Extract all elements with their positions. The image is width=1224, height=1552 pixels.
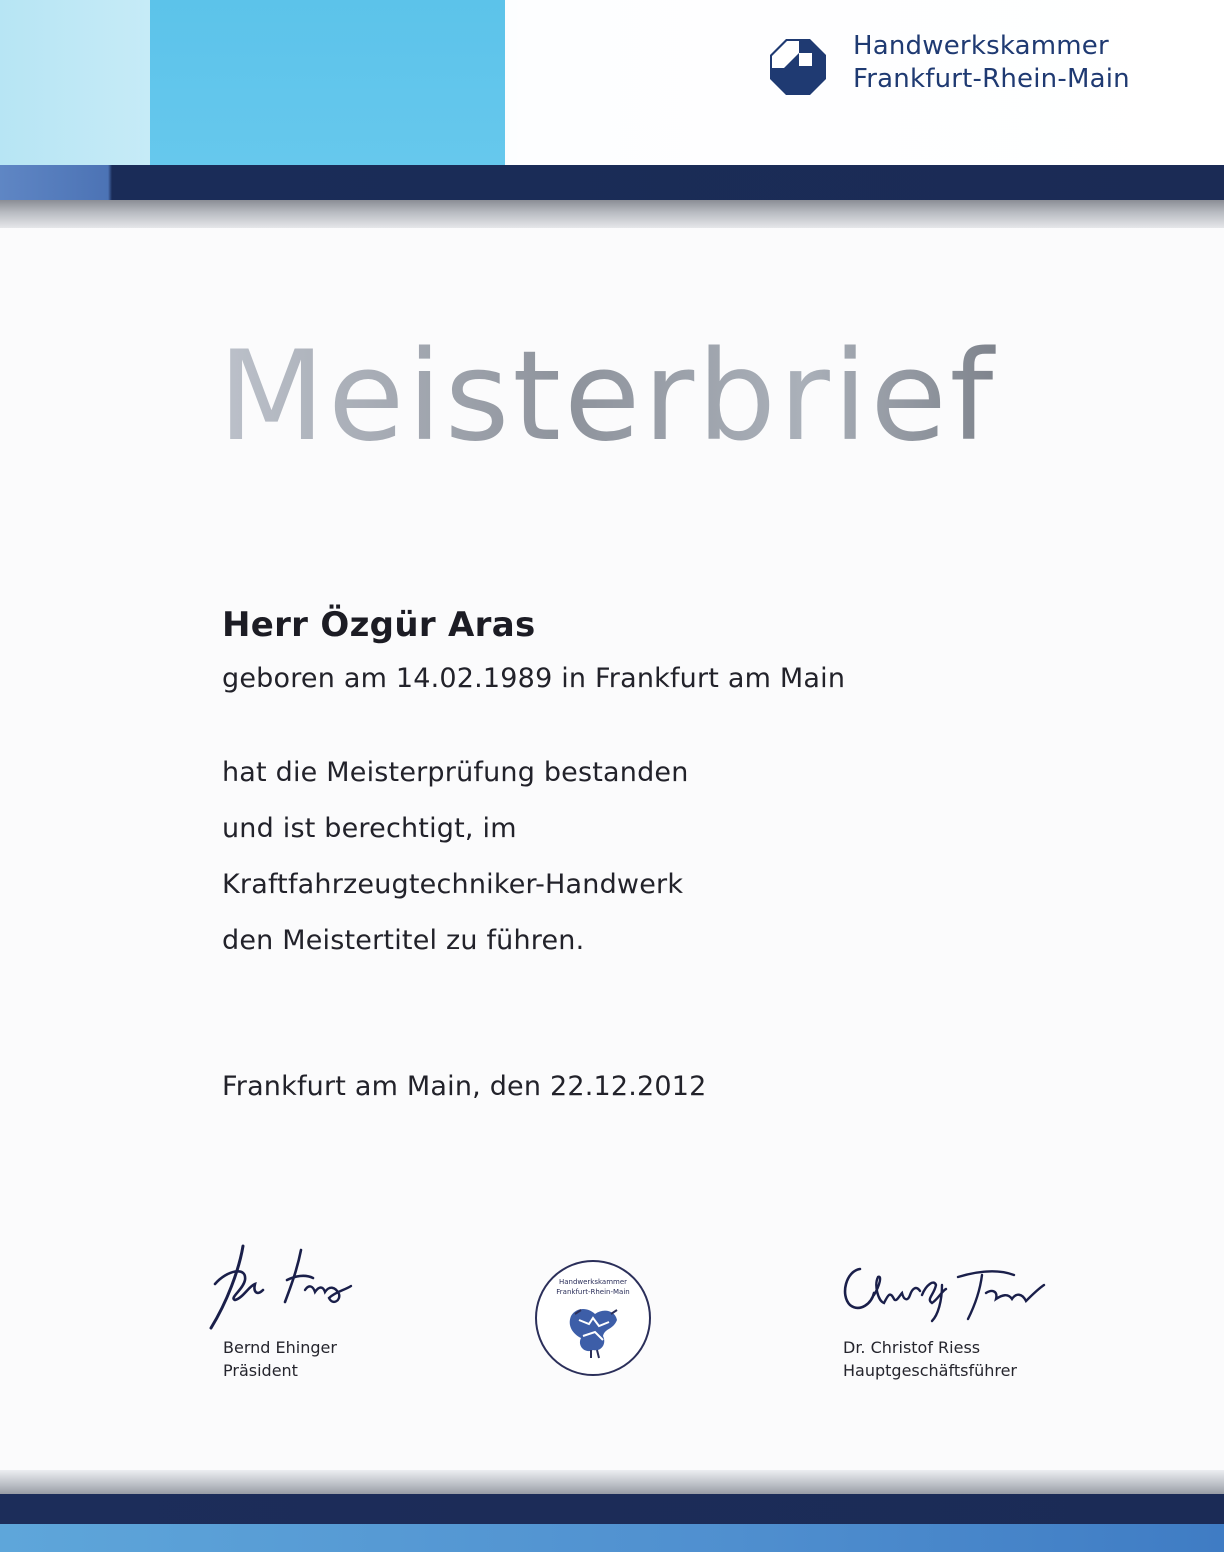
seal-line-2: Frankfurt-Rhein-Main xyxy=(556,1288,630,1296)
header-silver-stripe xyxy=(0,200,1224,228)
issuer-line-1: Handwerkskammer xyxy=(853,31,1109,61)
seal-line-1: Handwerkskammer xyxy=(558,1278,628,1286)
signatory-right-role: Hauptgeschäftsführer xyxy=(843,1361,1018,1380)
issuer-line-2: Frankfurt-Rhein-Main xyxy=(853,64,1130,94)
issuer-name xyxy=(853,30,1130,96)
signature-managing-director xyxy=(838,1255,1048,1325)
hessen-lion-seal-icon xyxy=(533,1258,653,1378)
recipient-name: Herr Özgür Aras xyxy=(222,605,536,645)
birth-line: geboren am 14.02.1989 in Frankfurt am Main xyxy=(222,663,846,694)
signatory-left-role: Präsident xyxy=(223,1361,298,1380)
signatory-right xyxy=(843,1336,1017,1382)
signatory-left xyxy=(223,1336,337,1382)
statement-line-1: hat die Meisterprüfung bestanden xyxy=(222,757,689,788)
statement-line-3: Kraftfahrzeugtechniker-Handwerk xyxy=(222,869,684,900)
statement-line-2: und ist berechtigt, im xyxy=(222,813,517,844)
handwerkskammer-logo-icon xyxy=(768,37,828,97)
signatory-right-name: Dr. Christof Riess xyxy=(843,1338,981,1357)
place-date: Frankfurt am Main, den 22.12.2012 xyxy=(222,1071,707,1102)
header-band xyxy=(0,0,1224,230)
footer-band xyxy=(0,1470,1224,1552)
document-title: Meisterbrief xyxy=(218,322,996,472)
signatory-left-name: Bernd Ehinger xyxy=(223,1338,337,1357)
statement-line-4: den Meistertitel zu führen. xyxy=(222,925,585,956)
footer-blue-stripe xyxy=(0,1524,1224,1552)
header-blue-block xyxy=(150,0,505,165)
signature-president xyxy=(205,1240,355,1335)
footer-dark-stripe xyxy=(0,1494,1224,1526)
